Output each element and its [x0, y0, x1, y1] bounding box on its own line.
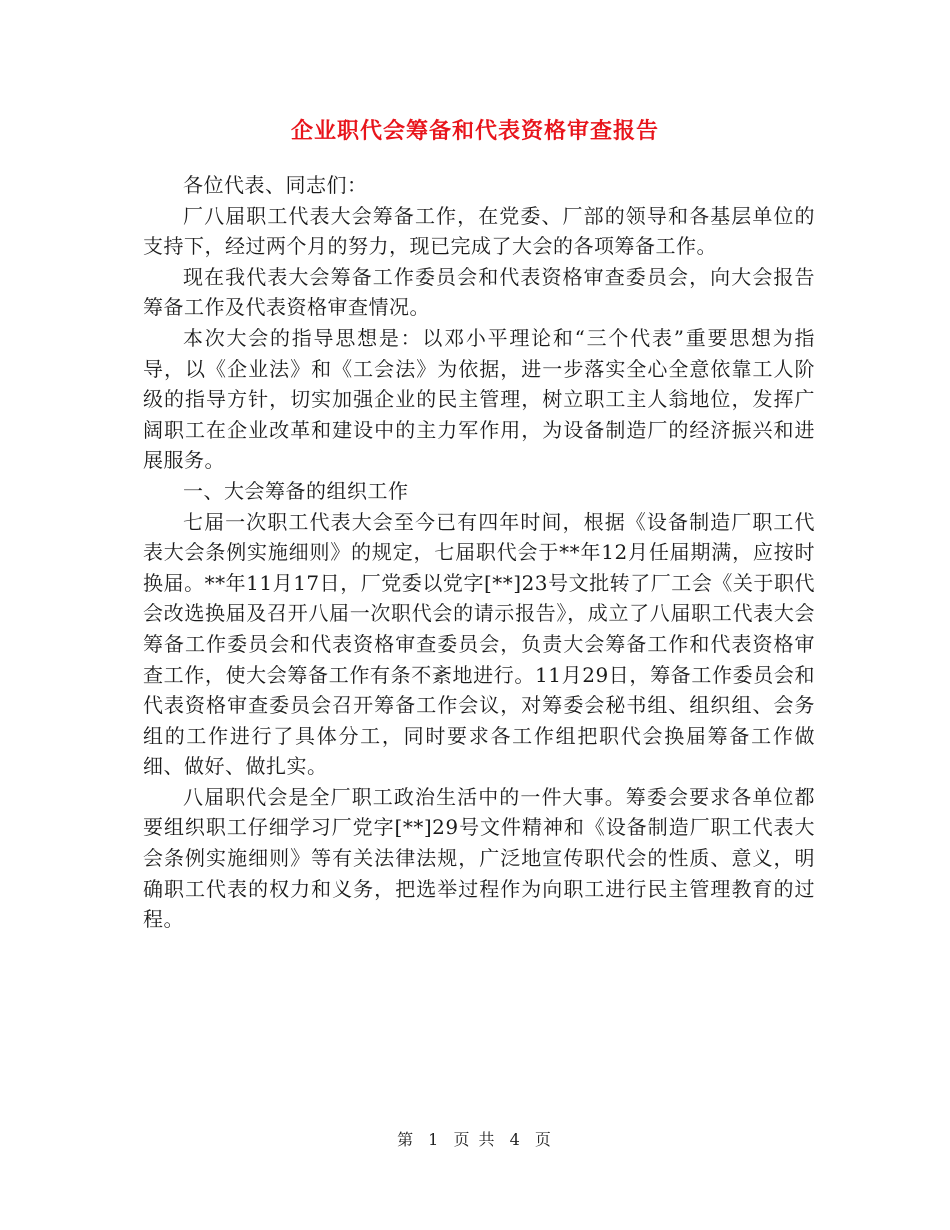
- body-paragraph: 本次大会的指导思想是：以邓小平理论和“三个代表”重要思想为指导，以《企业法》和《工会法》为依据，进一步落实全心全意依靠工人阶级的指导方针，切实加强企业的民主管理，树立职工主人翁地位，发挥广阔职工在企业改革和建设中的主力军作用，为设备制造厂的经济振兴和进展服务。: [143, 325, 815, 473]
- page-footer: [0, 1127, 950, 1150]
- document-title: 企业职代会筹备和代表资格审查报告: [290, 118, 659, 144]
- body-paragraph: 八届职代会是全厂职工政治生活中的一件大事。筹委会要求各单位都要组织职工仔细学习厂党字[**]29号文件精神和《设备制造厂职工代表大会条例实施细则》等有关法律法规，广泛地宣传职代会的性质、意义，明确职工代表的权力和义务，把选举过程作为向职工进行民主管理教育的过程。: [143, 784, 815, 932]
- document-body: [143, 170, 815, 935]
- total-pages: 4: [509, 1130, 522, 1149]
- footer-suffix: 页: [534, 1130, 553, 1149]
- body-paragraph: 七届一次职工代表大会至今已有四年时间，根据《设备制造厂职工代表大会条例实施细则》的规定，七届职代会于**年12月任届期满，应按时换届。**年11月17日，厂党委以党字[**]23号文批转了厂工会《关于职代会改选换届及召开八届一次职代会的请示报告》，成立了八届职工代表大会筹备工作委员会和代表资格审查委员会，负责大会筹备工作和代表资格审查工作，使大会筹备工作有条不紊地进行。11月29日，筹备工作委员会和代表资格审查委员会召开筹备工作会议，对筹委会秘书组、组织组、会务组的工作进行了具体分工，同时要求各工作组把职代会换届筹备工作做细、做好、做扎实。: [143, 509, 815, 779]
- body-paragraph: 厂八届职工代表大会筹备工作，在党委、厂部的领导和各基层单位的支持下，经过两个月的努力，现已完成了大会的各项筹备工作。: [143, 203, 815, 259]
- body-paragraph: 现在我代表大会筹备工作委员会和代表资格审查委员会，向大会报告筹备工作及代表资格审查情况。: [143, 264, 815, 320]
- footer-prefix: 第: [397, 1130, 416, 1149]
- section-heading: 一、大会筹备的组织工作: [183, 478, 409, 503]
- salutation-paragraph: 各位代表、同志们：: [183, 173, 368, 197]
- footer-middle: 页 共: [453, 1130, 497, 1149]
- page-number: 1: [428, 1130, 441, 1149]
